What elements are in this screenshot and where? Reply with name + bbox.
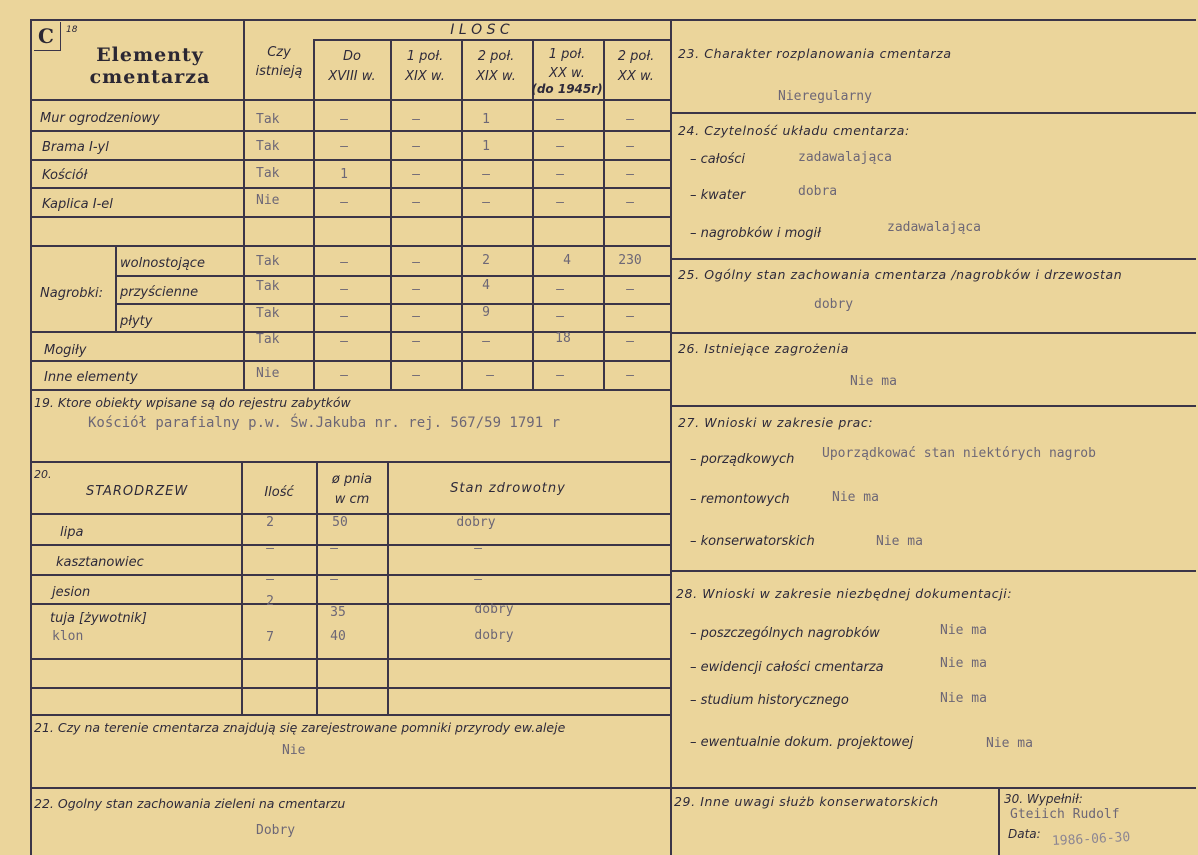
title-line-2: cmentarza bbox=[89, 66, 211, 88]
element-value: – bbox=[626, 139, 634, 154]
date-value: 1986-06-30 bbox=[1051, 829, 1131, 850]
exists-header-1: Czy bbox=[267, 45, 291, 60]
element-value: – bbox=[556, 195, 564, 210]
gravestone-value: – bbox=[556, 282, 564, 297]
documentation-item-value: Nie ma bbox=[940, 656, 987, 671]
works-item-value: Uporządkować stan niektórych nagrob bbox=[822, 446, 1096, 461]
gravestone-type-label: wolnostojące bbox=[120, 256, 205, 271]
section-title bbox=[60, 44, 240, 88]
works-item-label: – porządkowych bbox=[690, 452, 795, 467]
works-question: 27. Wnioski w zakresie prac: bbox=[678, 415, 874, 430]
trees-health-header: Stan zdrowotny bbox=[450, 481, 566, 496]
exists-header-2: istnieją bbox=[255, 64, 303, 79]
gravestone-value: – bbox=[556, 309, 564, 324]
tree-health: – bbox=[474, 572, 482, 587]
tree-diameter: – bbox=[330, 541, 338, 556]
layout-question: 23. Charakter rozplanowania cmentarza bbox=[678, 46, 952, 61]
threats-question: 26. Istniejące zagrożenia bbox=[678, 341, 849, 356]
badge-number: 18 bbox=[66, 25, 78, 35]
element-value: 18 bbox=[555, 331, 571, 346]
trees-title: STARODRZEW bbox=[86, 484, 189, 499]
element-value: – bbox=[340, 195, 348, 210]
element-value: – bbox=[340, 139, 348, 154]
gravestones-group-label: Nagrobki: bbox=[40, 286, 104, 301]
gravestone-exists: Tak bbox=[256, 306, 280, 321]
documentation-item-value: Nie ma bbox=[986, 736, 1033, 751]
tree-diameter: – bbox=[330, 572, 338, 587]
element-label: Mogiły bbox=[44, 343, 87, 358]
documentation-item-value: Nie ma bbox=[940, 623, 987, 638]
documentation-item-label: – studium historycznego bbox=[690, 693, 849, 708]
element-value: – bbox=[626, 195, 634, 210]
tree-name: jesion bbox=[52, 585, 91, 600]
tree-health: – bbox=[474, 541, 482, 556]
condition-question: 25. Ogólny stan zachowania cmentarza /nagrobków i drzewostan bbox=[678, 267, 1123, 282]
greenery-question: 22. Ogolny stan zachowania zieleni na cmentarzu bbox=[34, 796, 346, 811]
element-value: – bbox=[486, 368, 494, 383]
element-value: – bbox=[412, 334, 420, 349]
readability-item-value: zadawalająca bbox=[798, 150, 892, 165]
filled-by-label: 30. Wypełnił: bbox=[1004, 792, 1083, 806]
gravestone-type-label: przyścienne bbox=[120, 285, 199, 300]
gravestone-value: 9 bbox=[482, 305, 490, 320]
gravestone-exists: Tak bbox=[256, 279, 280, 294]
date-label: Data: bbox=[1008, 827, 1041, 841]
tree-qty: – bbox=[266, 572, 274, 587]
readability-item-value: zadawalająca bbox=[887, 220, 981, 235]
period-2-line-1: 1 poł. bbox=[406, 49, 444, 64]
title-line-1: Elementy bbox=[96, 44, 204, 66]
works-item-label: – konserwatorskich bbox=[690, 534, 815, 549]
tree-health: dobry bbox=[456, 515, 496, 530]
period-4-line-1: 1 poł. bbox=[548, 47, 586, 62]
element-value: – bbox=[626, 334, 634, 349]
documentation-item-label: – poszczególnych nagrobków bbox=[690, 626, 880, 641]
gravestone-value: – bbox=[340, 255, 348, 270]
gravestone-value: – bbox=[340, 282, 348, 297]
card-code-badge bbox=[34, 22, 61, 51]
element-value: – bbox=[626, 167, 634, 182]
element-label: Kościół bbox=[42, 168, 88, 183]
trees-section-number: 20. bbox=[34, 468, 52, 481]
tree-diameter: 40 bbox=[330, 629, 346, 644]
tree-diameter: 50 bbox=[332, 515, 348, 530]
readability-question: 24. Czytelność układu cmentarza: bbox=[678, 123, 910, 138]
condition-answer: dobry bbox=[814, 297, 854, 312]
works-item-label: – remontowych bbox=[690, 492, 790, 507]
element-value: – bbox=[412, 195, 420, 210]
documentation-item-value: Nie ma bbox=[940, 691, 987, 706]
gravestone-value: – bbox=[412, 309, 420, 324]
element-value: 1 bbox=[340, 167, 348, 182]
gravestone-type-label: płyty bbox=[120, 314, 153, 329]
readability-item-label: – nagrobków i mogił bbox=[690, 226, 821, 241]
tree-health: dobry bbox=[474, 602, 514, 617]
gravestone-value: – bbox=[412, 255, 420, 270]
filled-by-name: Gteiich Rudolf bbox=[1010, 807, 1120, 822]
works-item-value: Nie ma bbox=[832, 490, 879, 505]
documentation-item-label: – ewentualnie dokum. projektowej bbox=[690, 735, 914, 750]
gravestone-value: 2 bbox=[482, 253, 490, 268]
tree-qty: 2 bbox=[266, 594, 274, 609]
documentation-item-label: – ewidencji całości cmentarza bbox=[690, 660, 884, 675]
element-label: Kaplica I-el bbox=[42, 197, 113, 212]
badge-letter: C bbox=[38, 24, 54, 48]
element-value: – bbox=[340, 112, 348, 127]
documentation-question: 28. Wnioski w zakresie niezbędnej dokumentacji: bbox=[676, 586, 1013, 601]
element-label: Brama I-yl bbox=[42, 140, 109, 155]
element-value: – bbox=[556, 167, 564, 182]
element-value: – bbox=[412, 139, 420, 154]
element-value: 1 bbox=[482, 139, 490, 154]
element-value: – bbox=[556, 139, 564, 154]
quantity-header: I L O S C bbox=[450, 22, 510, 38]
readability-item-label: – całości bbox=[690, 152, 745, 167]
period-2-line-2: XIX w. bbox=[405, 69, 445, 84]
period-1-line-1: Do bbox=[343, 49, 361, 64]
element-value: – bbox=[412, 112, 420, 127]
works-item-value: Nie ma bbox=[876, 534, 923, 549]
element-exists: Tak bbox=[256, 112, 280, 127]
element-value: – bbox=[482, 195, 490, 210]
element-exists: Tak bbox=[256, 332, 280, 347]
period-5-line-1: 2 poł. bbox=[617, 49, 655, 64]
gravestone-value: – bbox=[626, 309, 634, 324]
tree-name: klon bbox=[52, 629, 84, 644]
tree-qty: 7 bbox=[266, 630, 274, 645]
readability-item-value: dobra bbox=[798, 184, 838, 199]
gravestone-value: 230 bbox=[618, 253, 642, 268]
nature-monuments-answer: Nie bbox=[282, 743, 306, 758]
tree-name: lipa bbox=[60, 525, 84, 540]
element-value: – bbox=[556, 112, 564, 127]
gravestone-value: 4 bbox=[563, 253, 571, 268]
element-value: – bbox=[482, 167, 490, 182]
tree-name: tuja [żywotnik] bbox=[50, 611, 147, 626]
period-3-line-1: 2 poł. bbox=[477, 49, 515, 64]
tree-health: dobry bbox=[474, 628, 514, 643]
element-label: Mur ogrodzeniowy bbox=[40, 111, 160, 126]
element-label: Inne elementy bbox=[44, 370, 138, 385]
element-value: – bbox=[340, 368, 348, 383]
trees-qty-header: Ilość bbox=[264, 485, 294, 500]
gravestone-value: – bbox=[626, 282, 634, 297]
gravestone-value: – bbox=[340, 309, 348, 324]
tree-qty: 2 bbox=[266, 515, 274, 530]
period-5-line-2: XX w. bbox=[618, 69, 654, 84]
threats-answer: Nie ma bbox=[850, 374, 897, 389]
gravestone-value: – bbox=[412, 282, 420, 297]
layout-answer: Nieregularny bbox=[778, 89, 872, 104]
readability-item-label: – kwater bbox=[690, 188, 746, 203]
tree-diameter: 35 bbox=[330, 605, 346, 620]
element-exists: Tak bbox=[256, 166, 280, 181]
gravestone-exists: Tak bbox=[256, 254, 280, 269]
trees-diameter-header-2: w cm bbox=[334, 492, 370, 507]
period-4-line-3: (do 1945r) bbox=[531, 82, 603, 96]
period-4-line-2: XX w. bbox=[549, 66, 585, 81]
registry-question: 19. Ktore obiekty wpisane są do rejestru zabytków bbox=[34, 395, 351, 410]
tree-qty: – bbox=[266, 541, 274, 556]
period-1-line-2: XVIII w. bbox=[328, 69, 376, 84]
element-value: – bbox=[412, 368, 420, 383]
element-exists: Tak bbox=[256, 139, 280, 154]
element-value: – bbox=[482, 334, 490, 349]
element-value: – bbox=[626, 112, 634, 127]
element-value: 1 bbox=[482, 112, 490, 127]
element-value: – bbox=[340, 334, 348, 349]
element-value: – bbox=[412, 167, 420, 182]
element-value: – bbox=[556, 368, 564, 383]
element-value: – bbox=[626, 368, 634, 383]
other-remarks-label: 29. Inne uwagi służb konserwatorskich bbox=[674, 794, 939, 809]
element-exists: Nie bbox=[256, 366, 280, 381]
greenery-answer: Dobry bbox=[256, 823, 296, 838]
gravestone-value: 4 bbox=[482, 278, 490, 293]
tree-name: kasztanowiec bbox=[56, 555, 144, 570]
nature-monuments-question: 21. Czy na terenie cmentarza znajdują się zarejestrowane pomniki przyrody ew.aleje bbox=[34, 720, 566, 735]
period-3-line-2: XIX w. bbox=[476, 69, 516, 84]
trees-diameter-header-1: ø pnia bbox=[331, 472, 373, 487]
element-exists: Nie bbox=[256, 193, 280, 208]
registry-answer: Kościół parafialny p.w. Św.Jakuba nr. rej. 567/59 1791 r bbox=[88, 415, 561, 431]
